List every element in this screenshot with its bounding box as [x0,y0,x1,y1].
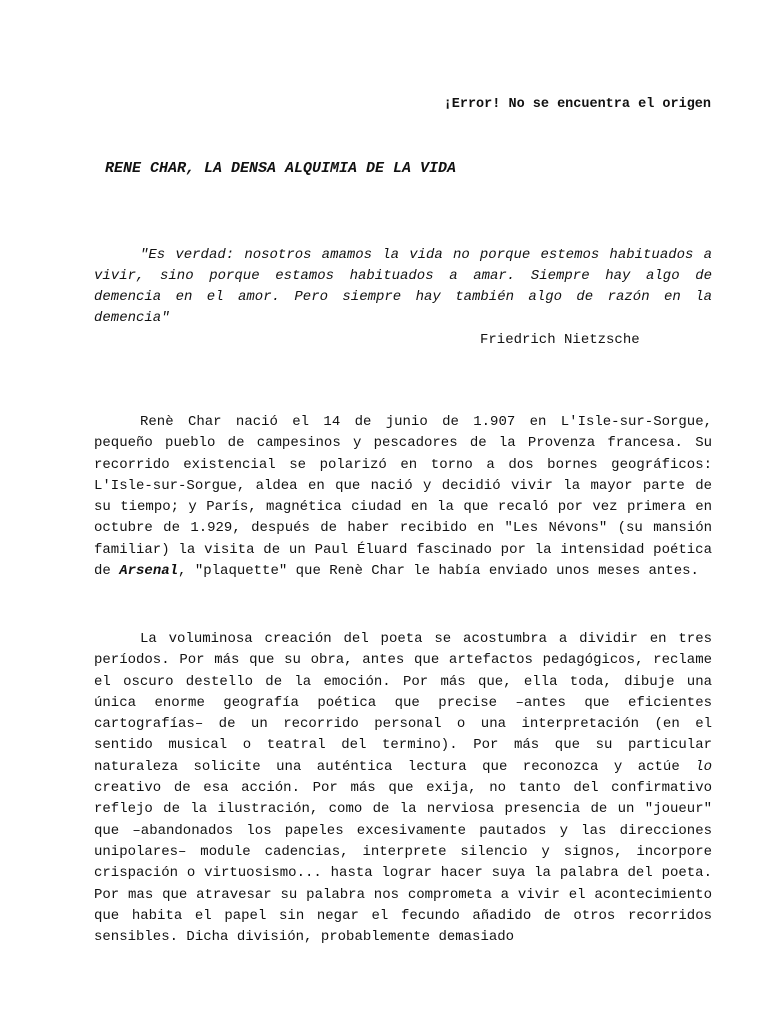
body-paragraph-2 [94,629,712,948]
paragraph-1-text-end: , "plaquette" que Renè Char le había enviado unos meses antes. [178,563,699,580]
epigraph-quote: "Es verdad: nosotros amamos la vida no porque estemos habituados a vivir, sino porque estamos habituados a amar. Siempre hay algo de demencia en el amor. Pero siempre hay también algo de razón en la demencia" [94,247,712,326]
paragraph-2-text-start: La voluminosa creación del poeta se acostumbra a dividir en tres períodos. Por más que su obra, antes que artefactos pedagógicos, reclame el oscuro destello de la emoción. Por más que, ella toda, dibuje una única enorme geografía poética que precise –antes que eficientes cartografías– de un recorrido personal o una interpretación (en el sentido musical o teatral del termino). Por más que su particular naturaleza solicite una auténtica lectura que reconozca y actúe [94,631,712,775]
book-title-arsenal: Arsenal [119,563,179,580]
epigraph-author: Friedrich Nietzsche [480,332,640,348]
body-paragraph-1 [94,412,712,582]
document-title: RENE CHAR, LA DENSA ALQUIMIA DE LA VIDA [105,160,457,177]
paragraph-1-text-start: Renè Char nació el 14 de junio de 1.907 en L'Isle-sur-Sorgue, pequeño pueblo de campesinos y pescadores de la Provenza francesa. Su recorrido existencial se polarizó en torno a dos bornes geográficos: L'Isle-sur-Sorgue, aldea en que nació y decidió vivir la mayor parte de su tiempo; y París, magnética ciudad en la que recaló por vez primera en octubre de 1.929, después de haber recibido en "Les Névons" (su mansión familiar) la visita de un Paul Éluard fascinado por la intensidad poética de [94,414,712,580]
paragraph-2-text-end: creativo de esa acción. Por más que exija, no tanto del confirmativo reflejo de la ilustración, como de la nerviosa presencia de un "joueur" que –abandonados los papeles excesivamente pautados y las direcciones unipolares– module cadencias, interprete silencio y signos, incorpore crispación o virtuosismo... hasta lograr hacer suya la palabra del poeta. Por mas que atravesar su palabra nos comprometa a vivir el acontecimiento que habita el papel sin negar el fecundo añadido de otros recorridos sensibles. Dicha división, probablemente demasiado [94,780,712,946]
error-reference-note: ¡Error! No se encuentra el origen [443,97,711,112]
emphasized-word-lo: lo [695,758,712,775]
